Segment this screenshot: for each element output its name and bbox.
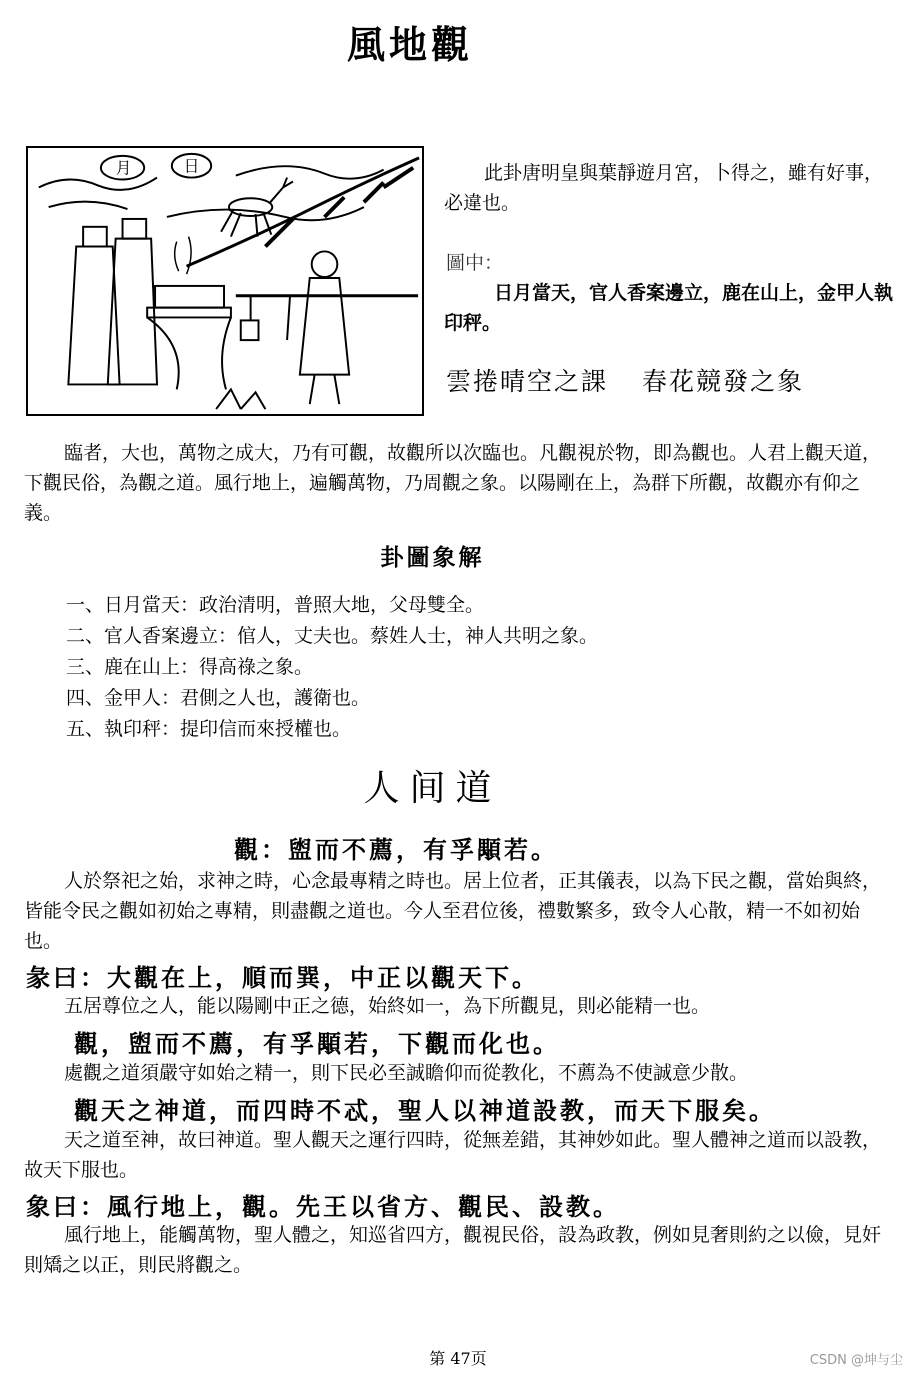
moon-label: 月 [115, 158, 132, 178]
picture-description: 日月當天，官人香案邊立，鹿在山上，金甲人執印秤。 [444, 282, 894, 334]
classic-text-4: 觀天之神道，而四時不忒，聖人以神道設教，而天下服矣。 [74, 1096, 776, 1125]
armored-man-icon [236, 251, 418, 404]
cloud-swirl-icon [39, 166, 384, 209]
intro-text: 此卦唐明皇與葉靜遊月宮，卜得之，雖有好事，必違也。 [444, 162, 884, 214]
list-item: 五、執印秤：提印信而來授權也。 [66, 718, 352, 740]
page-title: 風地觀 [346, 22, 473, 67]
page-number: 第 47页 [429, 1349, 487, 1368]
paragraph-commentary-3: 處觀之道須嚴守如始之精一，則下民必至誠瞻仰而從教化，不薦為不使誠意少散。 [64, 1062, 749, 1084]
list-item: 二、官人香案邊立：倌人，丈夫也。蔡姓人士，神人共明之象。 [66, 625, 599, 647]
renjian-heading: 人间道 [363, 768, 502, 809]
classic-text-2: 彖曰：大觀在上，順而巽，中正以觀天下。 [26, 963, 539, 992]
classic-text-5: 象曰：風行地上，觀。先王以省方、觀民、設教。 [26, 1192, 620, 1221]
list-item: 一、日月當天：政治清明，普照大地，父母雙全。 [66, 594, 485, 616]
gua-heading: 卦圖象解 [380, 544, 485, 571]
classic-text-3: 觀，盥而不薦，有孚顒若，下觀而化也。 [74, 1029, 560, 1058]
omen-line [446, 362, 898, 398]
gua-list [66, 590, 886, 745]
paragraph-commentary-5: 風行地上，能觸萬物，聖人體之，知巡省四方，觀視民俗，設為政教，例如見奢則約之以儉，見奸則矯之以正，則民將觀之。 [24, 1224, 882, 1276]
omen-lesson: 雲捲晴空之課 [446, 367, 609, 396]
hexagram-illustration [26, 146, 424, 416]
classic-text-1: 觀：盥而不薦，有孚顒若。 [234, 835, 558, 864]
incense-table-icon [147, 237, 231, 390]
paragraph-intro: 臨者，大也，萬物之成大，乃有可觀，故觀所以次臨也。凡觀視於物，即為觀也。人君上觀天道，下觀民俗，為觀之道。風行地上，遍觸萬物，乃周觀之象。以陽剛在上，為群下所觀，故觀亦有仰之義。 [24, 442, 882, 524]
paragraph-commentary-4: 天之道至神，故曰神道。聖人觀天之運行四時，從無差錯，其神妙如此。聖人體神之道而以設教，故天下服也。 [24, 1129, 882, 1181]
picture-label: 圖中： [446, 252, 504, 274]
omen-image: 春花競發之象 [642, 367, 805, 396]
official-figure-icon [68, 219, 157, 385]
paragraph-commentary-1: 人於祭祀之始，求神之時，心念最專精之時也。居上位者，正其儀表，以為下民之觀，當始與終，皆能令民之觀如初始之專精，則盡觀之道也。今人至君位後，禮數繁多，致令人心散，精一不如初始也。 [24, 870, 882, 952]
paragraph-commentary-2: 五居尊位之人，能以陽剛中正之德，始終如一，為下所觀見，則必能精一也。 [64, 995, 711, 1017]
list-item: 三、鹿在山上：得高祿之象。 [66, 656, 314, 678]
mountain-icon [187, 158, 420, 266]
watermark: CSDN @坤与尘 [809, 1353, 903, 1368]
list-item: 四、金甲人：君側之人也，護衛也。 [66, 687, 371, 709]
sun-label: 日 [183, 156, 200, 176]
